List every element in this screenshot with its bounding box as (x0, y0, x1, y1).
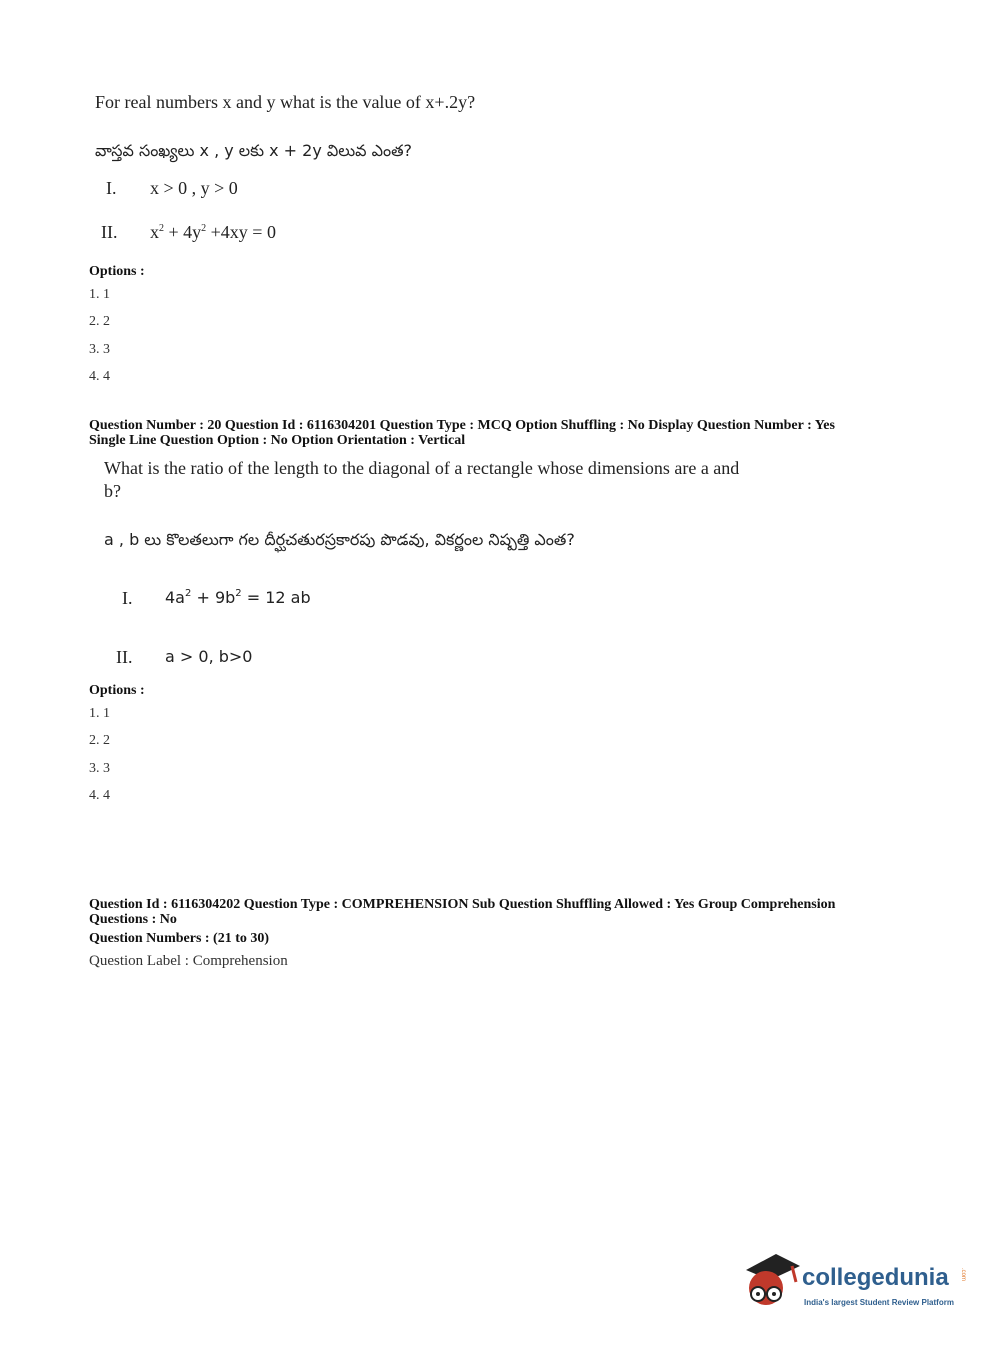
logo-com: .com (960, 1268, 966, 1282)
statement-1-expression: x > 0 , y > 0 (150, 178, 238, 198)
option-4: 4. 4 (89, 369, 110, 384)
option-2: 2. 2 (89, 314, 110, 329)
question-20-meta-line-2: Single Line Question Option : No Option Orientation : Vertical (89, 433, 466, 448)
option-1: 1. 1 (89, 706, 110, 721)
question-20-meta-line-1: Question Number : 20 Question Id : 6116304201 Question Type : MCQ Option Shuffling : No Display Question Number : Yes (89, 418, 835, 433)
collegedunia-logo (740, 1250, 980, 1320)
options-heading: Options : (89, 683, 145, 698)
option-3: 3. 3 (89, 342, 110, 357)
statement-1-expression: $4a^2 + 9b^2 = 12$ ab (165, 588, 311, 607)
mascot-icon (740, 1250, 802, 1312)
question-19-telugu: వాస్తవ సంఖ్యలు x , y లకు x + 2y విలువ ఎంత? (95, 141, 413, 160)
option-3: 3. 3 (89, 761, 110, 776)
statement-2-expression: $x^2 + 4y^2 +4xy = 0$ (150, 222, 276, 242)
statement-2-number: II. (101, 222, 118, 242)
question-20-telugu: a , b లు కొలతలుగా గల దీర్ఘచతురస్రకారపు పొడవు, వికర్ణంల నిష్పత్తి ఎంత? (104, 530, 575, 549)
question-20-english-line-2: b? (104, 481, 121, 501)
comprehension-meta-line-2: Questions : No (89, 912, 177, 927)
option-2: 2. 2 (89, 733, 110, 748)
logo-tagline: India's largest Student Review Platform (804, 1298, 954, 1307)
question-20-english-line-1: What is the ratio of the length to the diagonal of a rectangle whose dimensions are a and (104, 458, 740, 478)
question-numbers: Question Numbers : (21 to 30) (89, 931, 270, 946)
statement-2-expression: a > 0, b>0 (165, 647, 253, 666)
option-1: 1. 1 (89, 287, 110, 302)
comprehension-meta-line-1: Question Id : 6116304202 Question Type : COMPREHENSION Sub Question Shuffling Allowed : Yes Group Comprehension (89, 897, 836, 912)
options-heading: Options : (89, 264, 145, 279)
statement-2-number: II. (116, 647, 133, 667)
option-4: 4. 4 (89, 788, 110, 803)
question-19-english: For real numbers x and y what is the value of x+.2y? (95, 92, 476, 112)
logo-name: collegedunia (802, 1264, 949, 1291)
statement-1-number: I. (122, 588, 133, 608)
question-label: Question Label : Comprehension (89, 953, 288, 969)
statement-1-number: I. (106, 178, 117, 198)
